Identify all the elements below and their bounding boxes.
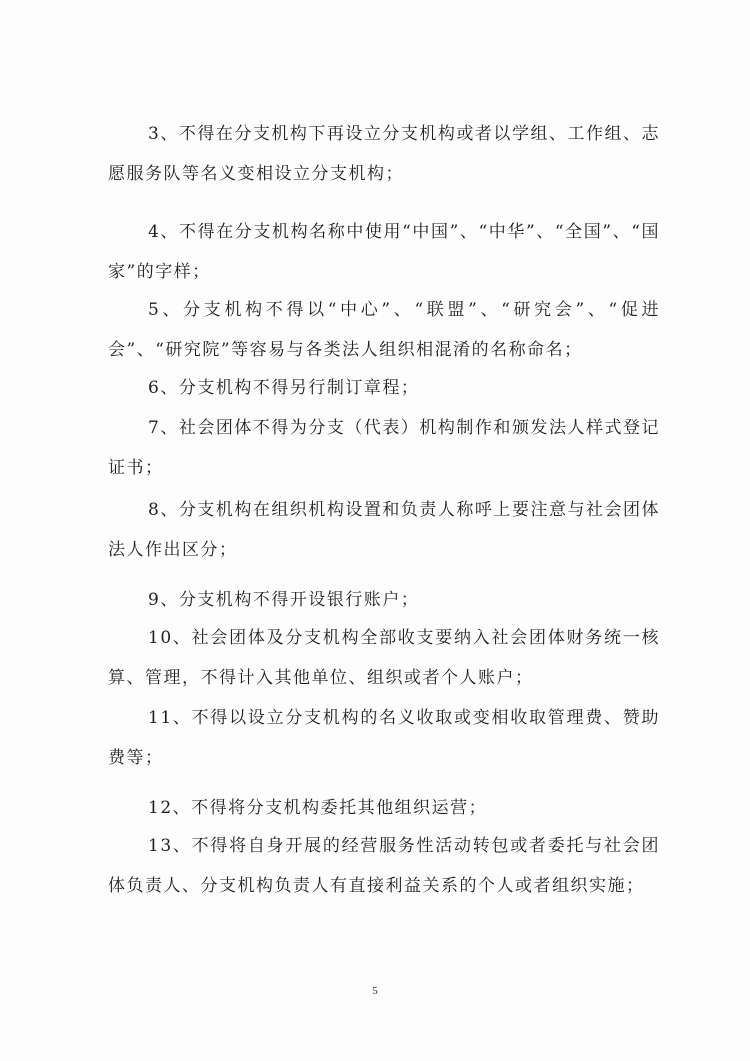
paragraph-9: 9、分支机构不得开设银行账户； <box>148 590 420 610</box>
paragraph-8: 8、分支机构在组织机构设置和负责人称呼上要注意与社会团体法人作出区分； <box>108 500 660 560</box>
paragraph-10: 10、社会团体及分支机构全部收支要纳入社会团体财务统一核算、管理，不得计入其他单位、组织或者个人账户； <box>108 628 660 688</box>
paragraph-6: 6、分支机构不得另行制订章程； <box>148 378 420 398</box>
paragraph-13: 13、不得将自身开展的经营服务性活动转包或者委托与社会团体负责人、分支机构负责人有直接利益关系的个人或者组织实施； <box>108 836 660 896</box>
paragraph-11: 11、不得以设立分支机构的名义收取或变相收取管理费、赞助费等； <box>108 708 660 768</box>
paragraph-3: 3、不得在分支机构下再设立分支机构或者以学组、工作组、志愿服务队等名义变相设立分支机构； <box>108 124 660 184</box>
page-number: 5 <box>372 985 378 997</box>
paragraph-5: 5、分支机构不得以“中心”、“联盟”、“研究会”、“促进会”、“研究院”等容易与各类法人组织相混淆的名称命名； <box>108 300 660 360</box>
paragraph-4: 4、不得在分支机构名称中使用“中国”、“中华”、“全国”、“国家”的字样； <box>108 222 660 282</box>
paragraph-7: 7、社会团体不得为分支（代表）机构制作和颁发法人样式登记证书； <box>108 418 660 478</box>
paragraph-12: 12、不得将分支机构委托其他组织运营； <box>148 798 488 818</box>
